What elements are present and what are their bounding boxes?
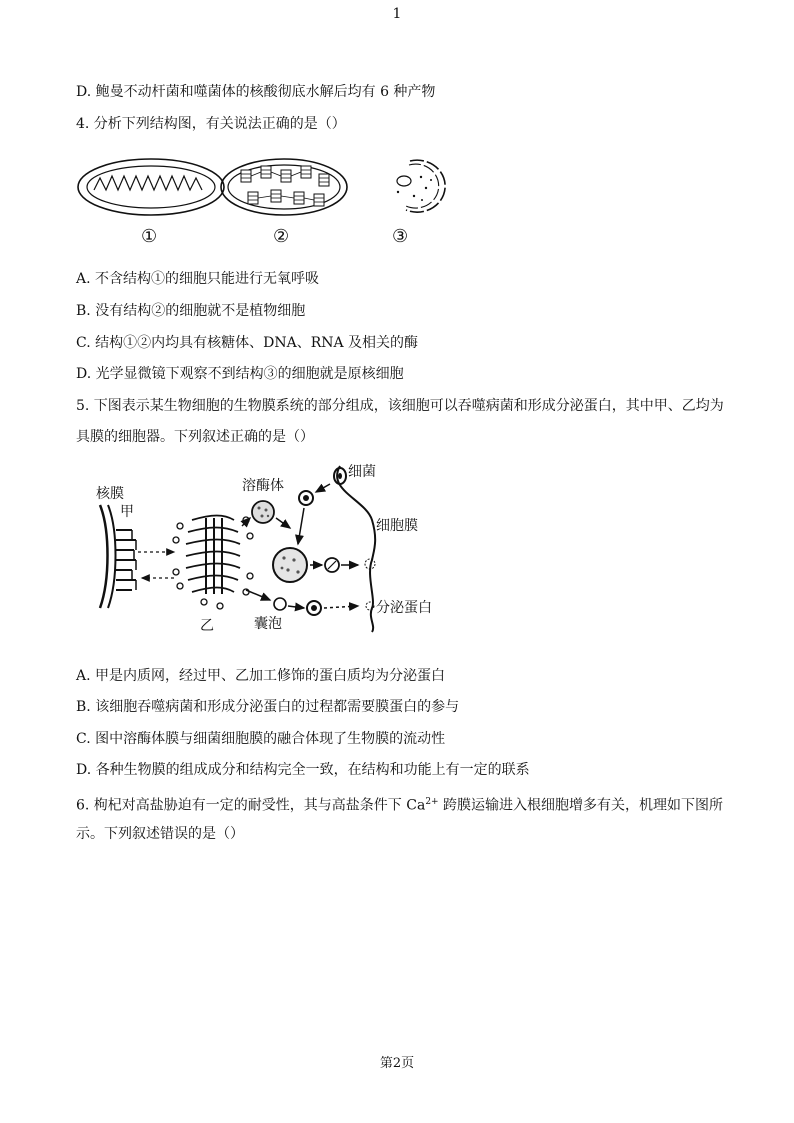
page-number-top: 1 — [392, 6, 402, 22]
label-bacteria: 细菌 — [348, 463, 376, 479]
q5-option-a: A. 甲是内质网，经过甲、乙加工修饰的蛋白质均为分泌蛋白 — [76, 668, 446, 684]
label-structure-1: ① — [141, 226, 158, 247]
q4-option-b: B. 没有结构②的细胞就不是植物细胞 — [76, 303, 306, 319]
q6-stem-part-b: 跨膜运输进入根细胞增多有关，机理如下图所 — [438, 797, 724, 814]
q5-option-d: D. 各种生物膜的组成成分和结构完全一致，在结构和功能上有一定的联系 — [76, 762, 530, 778]
q4-organelle-figure — [76, 150, 456, 250]
q6-stem-line2: 示。下列叙述错误的是（） — [76, 826, 244, 842]
nucleus-diagram — [397, 160, 445, 212]
q5-option-b: B. 该细胞吞噬病菌和形成分泌蛋白的过程都需要膜蛋白的参与 — [76, 699, 460, 715]
q6-stem-part-a: 6. 枸杞对高盐胁迫有一定的耐受性，其与高盐条件下 Ca — [76, 797, 426, 814]
q5-option-c: C. 图中溶酶体膜与细菌细胞膜的融合体现了生物膜的流动性 — [76, 731, 446, 747]
page-footer: 第2页 — [379, 1056, 415, 1071]
label-structure-3: ③ — [392, 226, 409, 247]
label-structure-2: ② — [273, 226, 290, 247]
label-yi: 乙 — [200, 617, 214, 633]
q3-option-d: D. 鲍曼不动杆菌和噬菌体的核酸彻底水解后均有 6 种产物 — [76, 84, 436, 100]
q5-membrane-system-figure — [76, 460, 456, 635]
label-nuclear-membrane: 核膜 — [96, 485, 124, 501]
q4-stem: 4. 分析下列结构图，有关说法正确的是（） — [76, 116, 346, 132]
calcium-charge: 2+ — [425, 797, 439, 807]
q5-stem-line2: 具膜的细胞器。下列叙述正确的是（） — [76, 429, 314, 445]
q4-option-a: A. 不含结构①的细胞只能进行无氧呼吸 — [76, 271, 320, 287]
label-cell-membrane: 细胞膜 — [376, 517, 418, 533]
label-jia: 甲 — [120, 503, 134, 519]
q6-stem-line1 — [76, 792, 723, 816]
q4-option-d: D. 光学显微镜下观察不到结构③的细胞就是原核细胞 — [76, 366, 404, 382]
label-lysosome: 溶酶体 — [242, 477, 284, 493]
mitochondrion-diagram — [78, 159, 224, 215]
q5-stem-line1: 5. 下图表示某生物细胞的生物膜系统的部分组成，该细胞可以吞噬病菌和形成分泌蛋白，其中甲、乙均为 — [76, 398, 724, 414]
label-vesicle: 囊泡 — [254, 615, 282, 631]
chloroplast-diagram — [221, 159, 347, 215]
label-secreted-protein: 分泌蛋白 — [376, 599, 432, 615]
q4-option-c: C. 结构①②内均具有核糖体、DNA、RNA 及相关的酶 — [76, 335, 419, 351]
